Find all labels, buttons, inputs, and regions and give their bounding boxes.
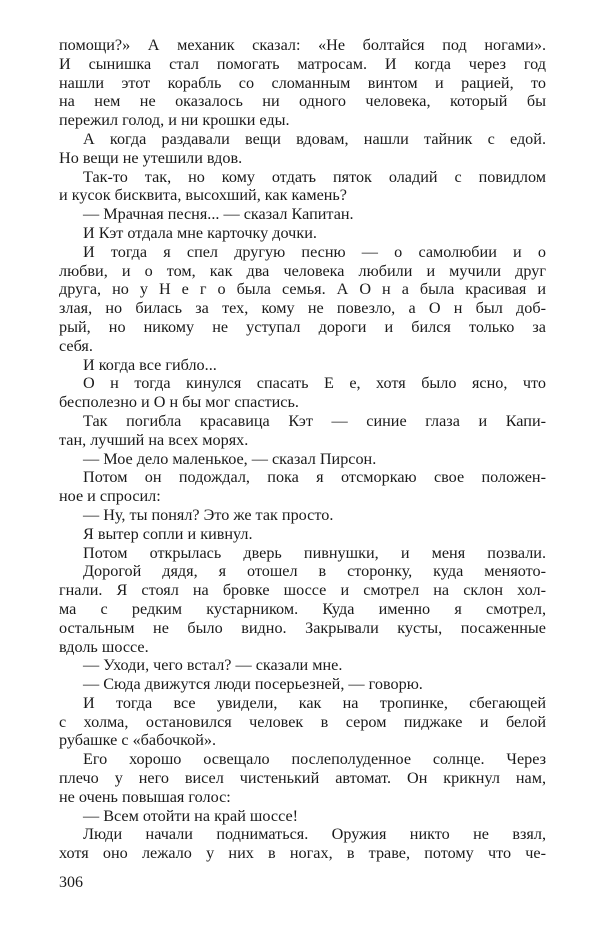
text-line: бесполезно и О н бы мог спастись. xyxy=(59,393,299,412)
text-line: остальным не было видно. Закрывали кусты, посаженные xyxy=(59,618,546,637)
text-line: — Мрачная песня... — сказал Капитан. xyxy=(83,205,354,224)
text-line: себя. xyxy=(59,336,93,355)
text-line: И сынишка стал помогать матросам. И когда через год xyxy=(59,54,546,73)
text-line: Так-то так, но кому отдать пяток оладий с повидлом xyxy=(83,167,546,186)
text-line: помощи?» А механик сказал: «Не болтайся под ногами». xyxy=(59,36,546,54)
text-line: гнали. Я стоял на бровке шоссе и смотрел на склон хол- xyxy=(59,581,546,600)
text-line: хотя оно лежало у них в ногах, в траве, потому что че- xyxy=(59,844,546,863)
text-line: — Ну, ты понял? Это же так просто. xyxy=(83,505,334,524)
text-line: О н тогда кинулся спасать Е е, хотя было ясно, что xyxy=(83,374,546,393)
text-line: Но вещи не утешили вдов. xyxy=(59,148,243,167)
text-line: Я вытер сопли и кивнул. xyxy=(83,524,253,543)
text-line: пережил голод, и ни крошки еды. xyxy=(59,111,290,130)
text-line: ма с редким кустарником. Куда именно я смотрел, xyxy=(59,599,546,618)
text-line: нашли этот корабль со сломанным винтом и рацией, то xyxy=(59,73,546,92)
text-line: И Кэт отдала мне карточку дочки. xyxy=(83,223,317,242)
text-line: друга, но у Н е г о была семья. А О н а была красивая и xyxy=(59,280,546,299)
text-line: Потом открылась дверь пивнушки, и меня позвали. xyxy=(83,543,546,562)
text-line: Его хорошо освещало послеполуденное солнце. Через xyxy=(83,750,546,769)
text-line: Так погибла красавица Кэт — синие глаза и Капи- xyxy=(83,411,546,430)
text-line: рубашке с «бабочкой». xyxy=(59,731,217,750)
text-line: А когда раздавали вещи вдовам, нашли тайник с едой. xyxy=(83,129,546,148)
text-line: И когда все гибло... xyxy=(83,355,217,374)
text-line: Люди начали подниматься. Оружия никто не взял, xyxy=(83,825,546,844)
text-line: плечо у него висел чистенький автомат. Он крикнул нам, xyxy=(59,769,546,788)
text-line: — Мое дело маленькое, — сказал Пирсон. xyxy=(83,449,377,468)
text-line: злая, но билась за тех, кому не повезло, а О н был доб- xyxy=(59,299,546,318)
text-line: на нем не оказалось ни одного человека, который бы xyxy=(59,92,546,111)
text-line: не очень повышая голос: xyxy=(59,787,231,806)
text-line: Дорогой дядя, я отошел в сторонку, куда меняото- xyxy=(83,562,546,581)
text-line: с холма, остановился человек в сером пиджаке и белой xyxy=(59,712,546,731)
text-line: Потом он подождал, пока я отсморкаю свое положен- xyxy=(83,468,546,487)
text-line: И тогда я спел другую песню — о самолюбии и о xyxy=(83,242,546,261)
text-line: И тогда все увидели, как на тропинке, сбегающей xyxy=(83,693,546,712)
text-line: — Уходи, чего встал? — сказали мне. xyxy=(83,656,343,675)
text-line: тан, лучший на всех морях. xyxy=(59,430,249,449)
text-line: вдоль шоссе. xyxy=(59,637,149,656)
text-line: ное и спросил: xyxy=(59,487,161,506)
text-line: — Всем отойти на край шоссе! xyxy=(83,806,299,825)
text-line: и кусок бисквита, высохший, как камень? xyxy=(59,186,347,205)
text-line: — Сюда движутся люди посерьезней, — говорю. xyxy=(83,675,423,694)
text-line: рый, но никому не уступал дороги и бился только за xyxy=(59,317,546,336)
page-number: 306 xyxy=(59,874,83,891)
book-page-body xyxy=(59,36,546,863)
text-line: любви, и о том, как два человека любили и мучили друг xyxy=(59,261,546,280)
